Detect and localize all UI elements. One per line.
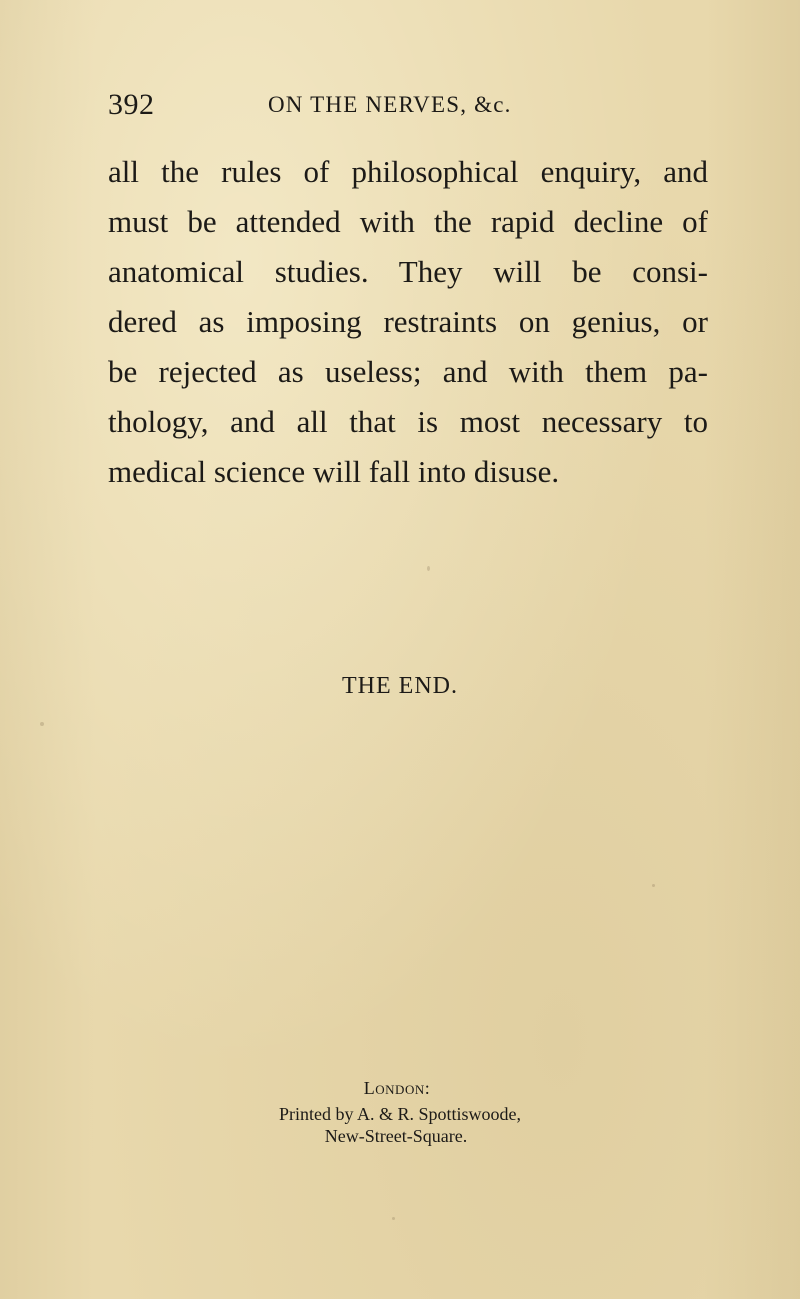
- body-paragraph: [108, 147, 708, 497]
- text-line: all the rules of philosophical enquiry, and: [108, 154, 708, 189]
- the-end-mark: THE END.: [342, 673, 458, 699]
- text-line: thology, and all that is most necessary to: [108, 404, 708, 439]
- page-number: 392: [108, 88, 155, 121]
- text-line: must be attended with the rapid decline of: [108, 204, 708, 239]
- text-line: anatomical studies. They will be consi-: [108, 254, 708, 289]
- running-head: [108, 88, 708, 128]
- text-line: be rejected as useless; and with them pa-: [108, 354, 708, 389]
- text-line: medical science will fall into disuse.: [108, 454, 560, 489]
- running-head-title: ON THE NERVES, &c.: [268, 92, 512, 117]
- imprint-city: London:: [363, 1078, 431, 1098]
- imprint-address: New-Street-Square.: [324, 1126, 468, 1146]
- text-line: dered as imposing restraints on genius, or: [108, 304, 708, 339]
- paper-speck: [427, 566, 430, 571]
- paper-speck: [392, 1217, 395, 1220]
- printer-imprint: [0, 1078, 800, 1147]
- paper-speck: [652, 884, 655, 887]
- paper-speck: [40, 722, 44, 726]
- imprint-printer: Printed by A. & R. Spottiswoode,: [278, 1104, 521, 1124]
